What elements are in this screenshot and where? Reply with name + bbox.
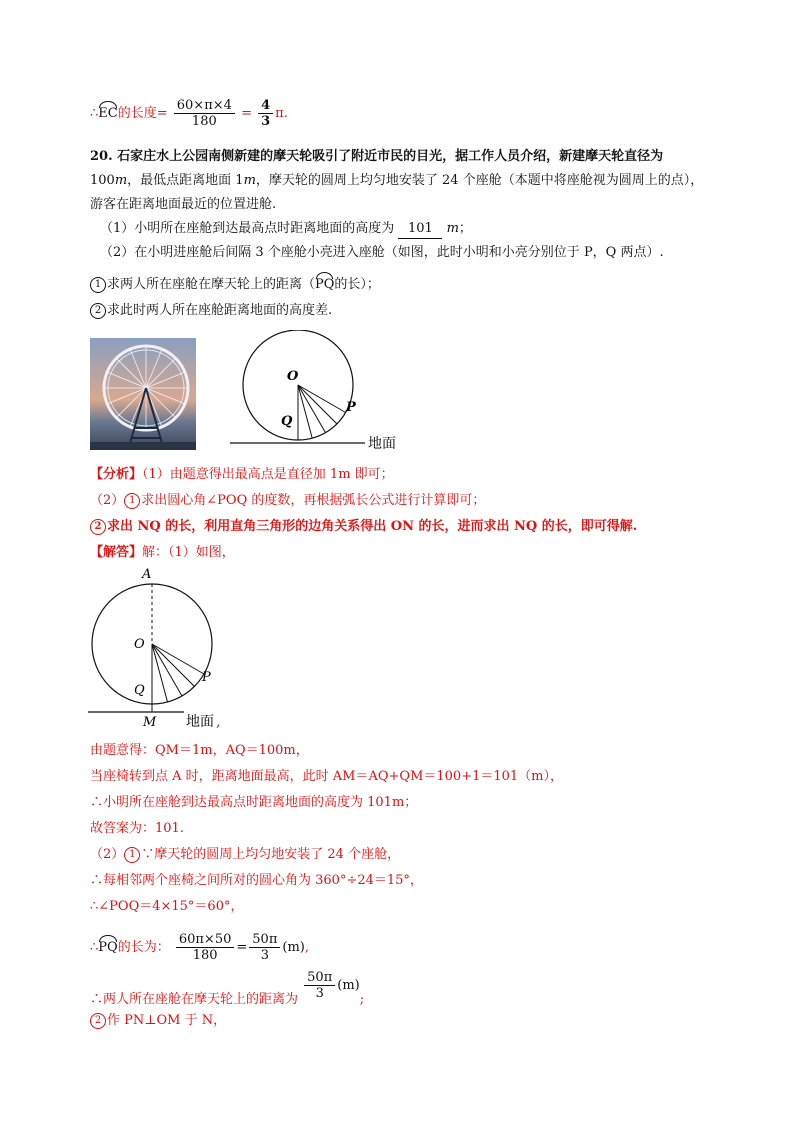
analysis-text-1: （1）由题意得出最高点是直径加 1m 即可； <box>142 467 394 482</box>
solution-line-1: 由题意得：QM＝1m，AQ＝100m， <box>90 743 309 758</box>
distance-denominator: 3 <box>315 986 324 1001</box>
question-1-unit: m <box>446 221 459 236</box>
arc-length-result-denominator: 3 <box>260 948 269 963</box>
problem-line-3: 游客在距离地面最近的位置进舱. <box>90 197 277 212</box>
label-q: Q <box>281 414 293 429</box>
ec-length-text: 的长度= <box>117 106 168 121</box>
problem-text-1: 石家庄水上公园南侧新建的摩天轮吸引了附近市民的目光，据工作人员介绍，新建摩天轮直径为 <box>117 149 664 164</box>
analysis-text-2a: （2） <box>90 493 125 508</box>
problem-number: 20. <box>90 149 113 164</box>
solution-line-3: ∴小明所在座舱到达最高点时距离地面的高度为 101m； <box>90 795 418 810</box>
analysis-text-2b: 求出圆心角∠POQ 的度数，再根据弧长公式进行计算即可； <box>141 493 486 508</box>
ec-fraction-denominator: 180 <box>191 114 217 129</box>
analysis-line-3 <box>90 518 637 536</box>
ec-result-fraction <box>258 98 273 129</box>
problem-line-2 <box>90 172 703 190</box>
solution-line-8 <box>90 932 309 963</box>
solution-line-6: ∴每相邻两个座椅之间所对的圆心角为 360°÷24＝15°， <box>90 873 423 888</box>
solution-intro <box>90 544 235 562</box>
distance-unit: (m) <box>337 978 360 993</box>
problem-text-2e: ，摩天轮的圆周上均匀地安装了 24 个座舱（本题中将座舱视为圆周上的点）， <box>255 173 704 188</box>
sub-question-2 <box>90 302 332 320</box>
label-q: Q <box>134 683 145 698</box>
ec-period: . <box>283 106 288 121</box>
solution-line-10 <box>90 1012 226 1030</box>
problem-text-2d: m <box>243 173 256 188</box>
label-o: O <box>287 369 299 384</box>
solution-line-7: ∴∠POQ＝4×15°＝60°， <box>90 899 244 914</box>
solution-tag: 【解答】 <box>90 545 143 560</box>
analysis-tag: 【分析】 <box>90 467 143 482</box>
arc-length-numerator: 60π×50 <box>176 932 235 948</box>
question-2: （2）在小明进座舱后间隔 3 个座舱小亮进入座舱（如图，此时小明和小亮分别位于 P，Q 两点）. <box>100 245 664 260</box>
solution-line-4: 故答案为：101. <box>90 821 184 836</box>
arc-length-end: , <box>304 940 309 955</box>
solution-text-10: 作 PN⊥OM 于 N， <box>107 1013 227 1028</box>
question-1-end: ； <box>458 221 472 236</box>
ec-result-pi: π <box>275 106 284 121</box>
arc-length-result <box>249 932 280 963</box>
distance-end: ; <box>359 992 365 1007</box>
ferris-wheel-photo <box>90 338 196 450</box>
circled-number-2: 2 <box>90 303 106 319</box>
distance-text: ∴两人所在座舱在摩天轮上的距离为 <box>90 992 299 1007</box>
ec-result-numerator: 4 <box>258 98 273 114</box>
therefore-symbol: ∴ <box>90 106 99 121</box>
ec-equals: = <box>241 106 252 121</box>
circled-number-2: 2 <box>90 519 106 535</box>
problem-text-2c: ，最低点距离地面 1 <box>127 173 244 188</box>
arc-pq-label: PQ <box>315 277 335 292</box>
sub-question-1 <box>90 276 380 294</box>
arc-length-result-numerator: 50π <box>249 932 280 948</box>
label-m: M <box>143 715 157 730</box>
solution-line-5 <box>90 846 400 864</box>
label-ground: 地面 <box>368 436 396 452</box>
solution-line-2: 当座椅转到点 A 时，距离地面最高，此时 AM＝AQ+QM＝100+1＝101（m）， <box>90 769 564 784</box>
analysis-line-2 <box>90 492 485 510</box>
problem-text-2a: 100 <box>90 173 115 188</box>
arc-length-fraction <box>176 932 235 963</box>
label-comma: , <box>216 714 221 730</box>
solution-text-5b: ∵摩天轮的圆周上均匀地安装了 24 个座舱， <box>141 847 401 862</box>
sub-question-2-text: 求此时两人所在座舱距离地面的高度差. <box>107 303 333 318</box>
label-p: P <box>202 670 211 685</box>
problem-line-1 <box>90 148 663 166</box>
problem-text-2b: m <box>114 173 128 188</box>
arc-length-equals: = <box>236 940 248 955</box>
arc-length-denominator: 180 <box>192 948 218 963</box>
ec-fraction <box>174 98 235 129</box>
arc-length-text: 的长为： <box>117 940 170 955</box>
sub-question-1-end: 的长）； <box>334 277 380 292</box>
distance-numerator: 50π <box>304 970 335 986</box>
sub-question-1-text: 求两人所在座舱在摩天轮上的距离（ <box>107 277 316 292</box>
label-a: A <box>142 567 152 582</box>
label-o: O <box>134 637 145 652</box>
ec-fraction-numerator: 60×π×4 <box>174 98 235 114</box>
analysis-line-1 <box>90 466 394 484</box>
circled-number-1: 1 <box>90 277 106 293</box>
question-1-answer: 101 <box>398 220 442 239</box>
solution-intro-text: 解：（1）如图， <box>142 545 235 560</box>
ec-length-line <box>90 98 288 129</box>
question-1-text: （1）小明所在座舱到达最高点时距离地面的高度为 <box>100 221 395 236</box>
therefore-symbol: ∴ <box>90 940 99 955</box>
problem-figure <box>225 330 405 460</box>
label-ground: 地面 <box>186 714 214 730</box>
solution-figure <box>88 564 238 732</box>
circled-number-1: 1 <box>124 493 140 509</box>
circled-number-2: 2 <box>90 1013 106 1029</box>
arc-length-unit: (m) <box>282 940 305 955</box>
arc-pq-label: PQ <box>98 940 118 955</box>
distance-fraction <box>304 970 335 1001</box>
label-p: P <box>346 400 356 415</box>
circled-number-1: 1 <box>124 847 140 863</box>
ec-result-denominator: 3 <box>261 114 271 129</box>
arc-ec-label: EC <box>98 106 118 121</box>
analysis-text-3: 求出 NQ 的长，利用直角三角形的边角关系得出 ON 的长，进而求出 NQ 的长，即可得解. <box>107 519 638 534</box>
solution-text-5a: （2） <box>90 847 125 862</box>
question-1 <box>100 220 472 239</box>
